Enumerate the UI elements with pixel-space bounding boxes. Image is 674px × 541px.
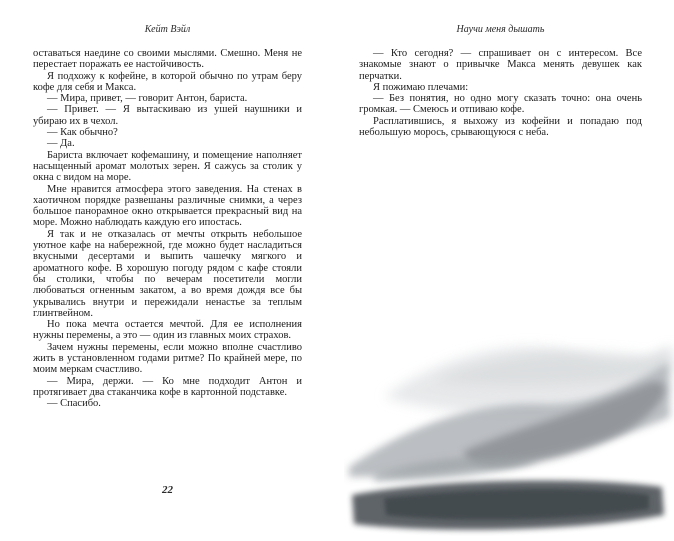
paragraph: Расплатившись, я выхожу из кофейни и попадаю под небольшую морось, срывающуюся с неба. xyxy=(359,115,642,139)
paragraph: Я подхожу к кофейне, в которой обычно по утрам беру кофе для себя и Макса. xyxy=(33,70,302,93)
paragraph: — Привет. — Я вытаскиваю из ушей наушники и убираю их в чехол. xyxy=(33,104,302,127)
paragraph: — Кто сегодня? — спрашивает он с интересом. Все знакомые знают о привычке Макса менять девушек как перчатки. xyxy=(359,48,642,82)
paragraph: — Без понятия, но одно могу сказать точно: она очень громкая. — Смеюсь и отпиваю кофе. xyxy=(359,93,642,116)
right-page-body xyxy=(359,48,642,138)
left-page-body xyxy=(33,48,302,410)
paragraph: Но пока мечта остается мечтой. Для ее исполнения нужны перемены, а это — один из главных моих страхов. xyxy=(33,319,302,342)
page-number: 22 xyxy=(162,484,173,496)
paragraph: — Как обычно? xyxy=(47,127,118,139)
running-head-title: Научи меня дышать xyxy=(456,24,545,35)
paragraph: Зачем нужны перемены, если можно вполне счастливо жить в установленном годами ритме? По крайней мере, по моим меркам счастливо. xyxy=(33,341,302,376)
paragraph: оставаться наедине со своими мыслями. Смешно. Меня не перестает поражать ее настойчивость. xyxy=(33,48,302,71)
paragraph: Я так и не отказалась от мечты открыть небольшое уютное кафе на набережной, где можно будет насладиться вкусными десертами и выпить чашечку мягкого и ароматного кофе. В хорошую погоду рядом с кафе стояли бы столики, чтобы по вечерам посетители могли любоваться огненным закатом, а во время дождя все бы укрывались внутри и пережидали ненастье за теплым глинтвейном. xyxy=(33,228,302,319)
right-page xyxy=(359,0,642,138)
paragraph: Мне нравится атмосфера этого заведения. На стенах в хаотичном порядке развешаны различные снимки, а через большое панорамное окно открывается прекрасный вид на море. Можно наблюдать каждую его ипостась. xyxy=(33,183,302,229)
wave-illustration xyxy=(344,325,674,541)
paragraph: — Да. xyxy=(47,138,75,150)
paragraph: — Мира, привет, — говорит Антон, бариста. xyxy=(47,93,248,105)
left-page xyxy=(33,0,302,410)
paragraph: Я пожимаю плечами: xyxy=(373,81,469,93)
paragraph: — Мира, держи. — Ко мне подходит Антон и протягивает два стаканчика кофе в картонной подставке. xyxy=(33,375,302,398)
running-head-author: Кейт Вэйл xyxy=(144,24,191,35)
paragraph: Бариста включает кофемашину, и помещение наполняет насыщенный аромат молотых зерен. Я сажусь за столик у окна с видом на море. xyxy=(33,149,302,184)
paragraph: — Спасибо. xyxy=(47,398,101,410)
